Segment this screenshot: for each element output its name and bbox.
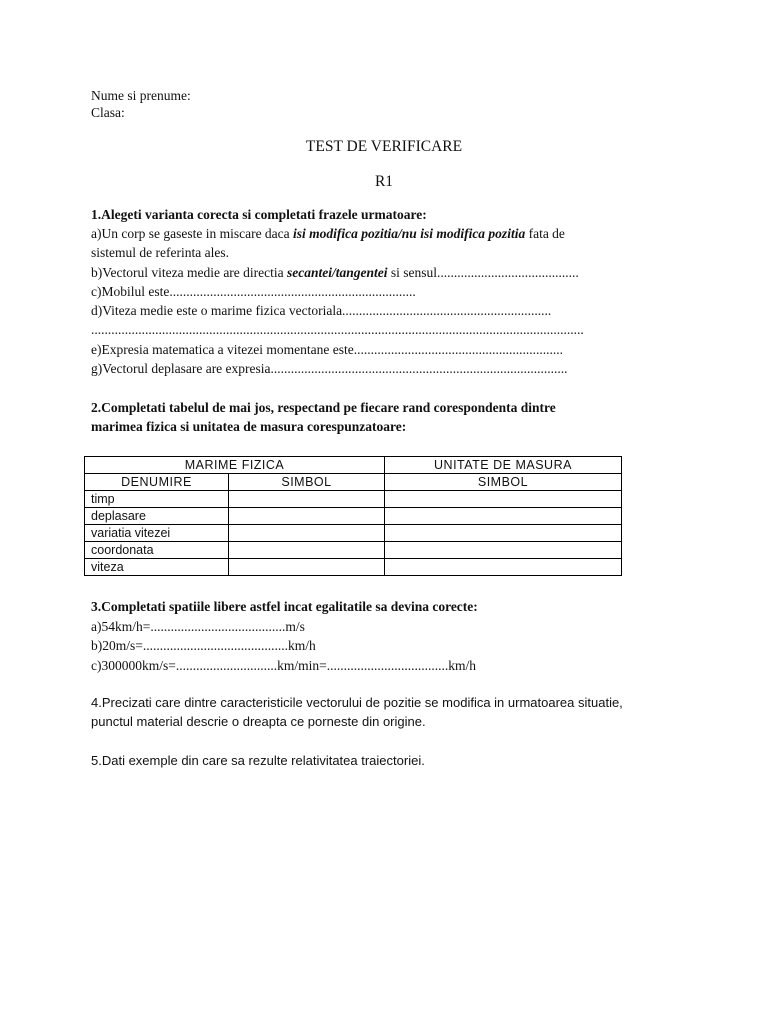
table-row bbox=[85, 525, 622, 542]
table-cell-symbol-blank[interactable] bbox=[229, 559, 385, 576]
q1-item-g: g)Vectorul deplasare are expresia........................................................................................ bbox=[91, 361, 568, 376]
q1-b-prefix: b)Vectorul viteza medie are directia bbox=[91, 265, 288, 280]
q1-b-suffix: si sensul.......................................... bbox=[387, 265, 579, 280]
table-row bbox=[85, 559, 622, 576]
q3-item-c: c)300000km/s=..............................km/min=....................................km/h bbox=[91, 658, 476, 673]
table-row bbox=[85, 508, 622, 525]
q3-heading: 3.Completati spatiile libere astfel incat egalitatile sa devina corecte: bbox=[91, 599, 478, 614]
table-cell-unit-blank[interactable] bbox=[385, 542, 622, 559]
q2-heading-line2: marimea fizica si unitatea de masura corespunzatoare: bbox=[91, 419, 407, 434]
q1-item-b bbox=[91, 263, 579, 282]
q5-line1: 5.Dati exemple din care sa rezulte relativitatea traiectoriei. bbox=[91, 753, 425, 768]
table-cell-unit-blank[interactable] bbox=[385, 559, 622, 576]
table-col-name: DENUMIRE bbox=[85, 474, 229, 491]
q1-item-a-cont: sistemul de referinta ales. bbox=[91, 245, 229, 260]
q1-item-e: e)Expresia matematica a vitezei momentane este.............................................................. bbox=[91, 342, 563, 357]
q1-heading: 1.Alegeti varianta corecta si completati frazele urmatoare: bbox=[91, 207, 427, 222]
q3-item-b: b)20m/s=...........................................km/h bbox=[91, 638, 316, 653]
table-cell-symbol-blank[interactable] bbox=[229, 542, 385, 559]
q1-a-suffix: fata de bbox=[525, 226, 565, 241]
page-subtitle: R1 bbox=[374, 173, 394, 190]
table-cell-symbol-blank[interactable] bbox=[229, 525, 385, 542]
table-cell-name: variatia vitezei bbox=[85, 525, 229, 542]
table-cell-name: timp bbox=[85, 491, 229, 508]
page-title: TEST DE VERIFICARE bbox=[305, 138, 463, 155]
table-col-unit-symbol: SIMBOL bbox=[385, 474, 622, 491]
table-cell-symbol-blank[interactable] bbox=[229, 508, 385, 525]
q1-item-d: d)Viteza medie este o marime fizica vectoriala.............................................................. bbox=[91, 303, 552, 318]
table-row bbox=[85, 491, 622, 508]
q1-a-prefix: a)Un corp se gaseste in miscare daca bbox=[91, 226, 294, 241]
q1-item-a bbox=[91, 224, 565, 243]
table-row bbox=[85, 542, 622, 559]
table-cell-name: deplasare bbox=[85, 508, 229, 525]
q3-item-a: a)54km/h=........................................m/s bbox=[91, 619, 305, 634]
table-cell-symbol-blank[interactable] bbox=[229, 491, 385, 508]
q1-item-c: c)Mobilul este......................................................................... bbox=[91, 284, 416, 299]
name-label: Nume si prenume: bbox=[91, 88, 191, 103]
table-cell-unit-blank[interactable] bbox=[385, 525, 622, 542]
table-cell-name: coordonata bbox=[85, 542, 229, 559]
table-group-physical-quantity: MARIME FIZICA bbox=[85, 457, 385, 474]
table-cell-name: viteza bbox=[85, 559, 229, 576]
class-label: Clasa: bbox=[91, 105, 125, 120]
q4-line1: 4.Precizati care dintre caracteristicile vectorului de pozitie se modifica in urmatoarea situatie, bbox=[91, 695, 623, 710]
q1-b-choice: secantei/tangentei bbox=[287, 265, 388, 280]
q1-a-choice: isi modifica pozitia/nu isi modifica pozitia bbox=[293, 226, 526, 241]
table-group-unit: UNITATE DE MASURA bbox=[385, 457, 622, 474]
q4-line2: punctul material descrie o dreapta ce porneste din origine. bbox=[91, 714, 426, 729]
table-group-header-row bbox=[85, 457, 622, 474]
table-cell-unit-blank[interactable] bbox=[385, 508, 622, 525]
table-cell-unit-blank[interactable] bbox=[385, 491, 622, 508]
table-column-header-row bbox=[85, 474, 622, 491]
q2-heading-line1: 2.Completati tabelul de mai jos, respectand pe fiecare rand corespondenta dintre bbox=[91, 400, 556, 415]
q1-item-d-cont: .................................................................................................................................................. bbox=[91, 322, 584, 337]
table-col-symbol: SIMBOL bbox=[229, 474, 385, 491]
quantities-table bbox=[84, 456, 622, 576]
